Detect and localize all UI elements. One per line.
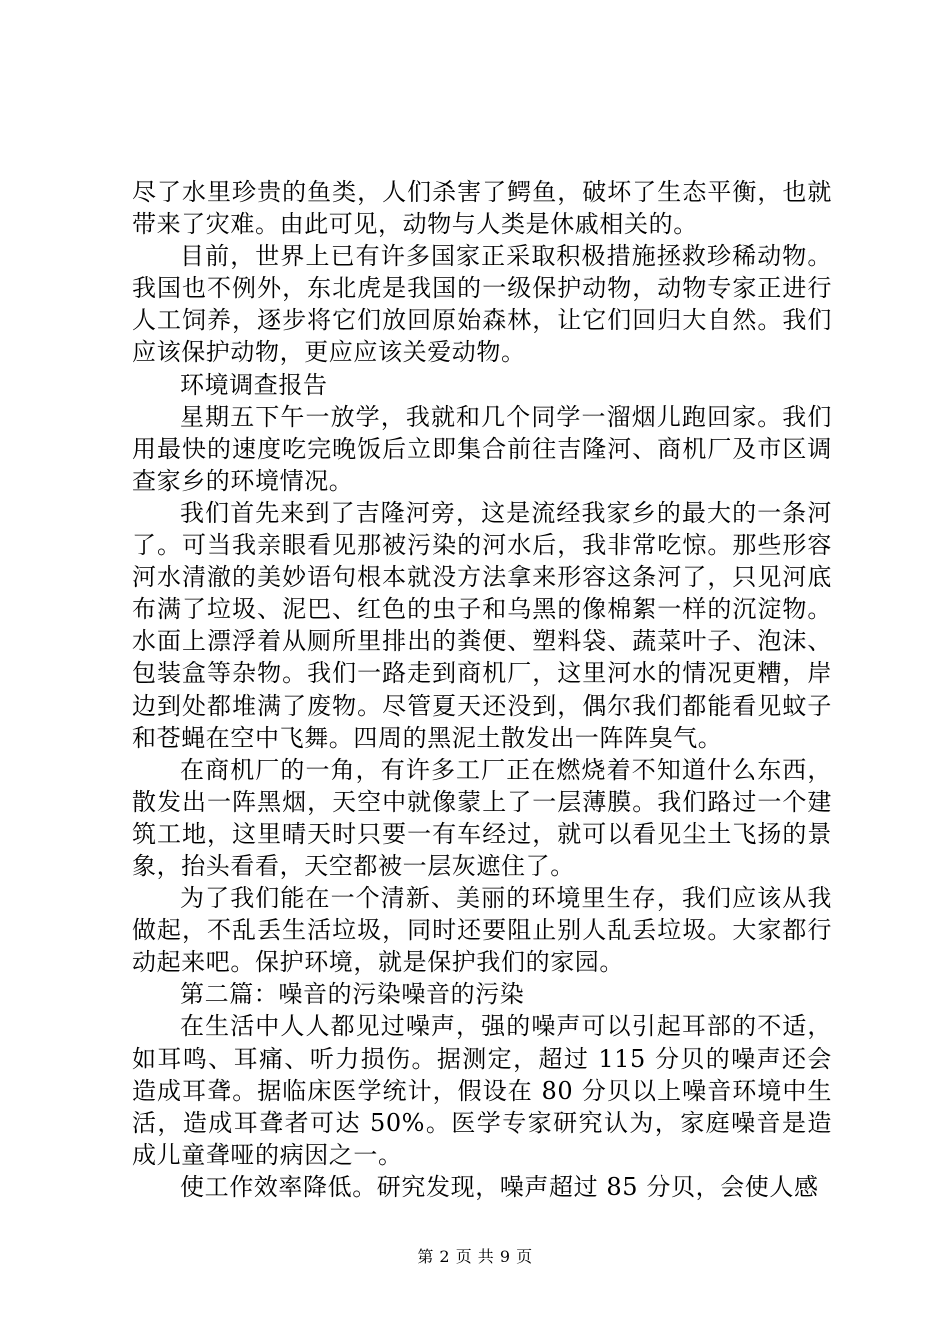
paragraph: 在生活中人人都见过噪声，强的噪声可以引起耳部的不适，如耳鸣、耳痛、听力损伤。据测定，超过 115 分贝的噪声还会造成耳聋。据临床医学统计，假设在 80 分贝以上噪音环境中生活，造成耳聋者可达 50%。医学专家研究认为，家庭噪音是造成儿童聋哑的病因之一。 <box>132 1012 832 1169</box>
paragraph: 星期五下午一放学，我就和几个同学一溜烟儿跑回家。我们用最快的速度吃完晚饭后立即集合前往吉隆河、商机厂及市区调查家乡的环境情况。 <box>132 402 832 495</box>
document-body <box>132 176 832 1203</box>
paragraph: 在商机厂的一角，有许多工厂正在燃烧着不知道什么东西，散发出一阵黑烟，天空中就像蒙上了一层薄膜。我们路过一个建筑工地，这里晴天时只要一有车经过，就可以看见尘土飞扬的景象，抬头看看，天空都被一层灰遮住了。 <box>132 755 832 880</box>
paragraph: 我们首先来到了吉隆河旁，这是流经我家乡的最大的一条河了。可当我亲眼看见那被污染的河水后，我非常吃惊。那些形容河水清澈的美妙语句根本就没方法拿来形容这条河了，只见河底布满了垃圾、泥巴、红色的虫子和乌黑的像棉絮一样的沉淀物。水面上漂浮着从厕所里排出的粪便、塑料袋、蔬菜叶子、泡沫、包装盒等杂物。我们一路走到商机厂，这里河水的情况更糟，岸边到处都堆满了废物。尽管夏天还没到，偶尔我们都能看见蚊子和苍蝇在空中飞舞。四周的黑泥土散发出一阵阵臭气。 <box>132 498 832 752</box>
paragraph: 使工作效率降低。研究发现，噪声超过 85 分贝，会使人感 <box>180 1172 819 1201</box>
paragraph: 目前，世界上已有许多国家正采取积极措施拯救珍稀动物。我国也不例外，东北虎是我国的一级保护动物，动物专家正进行人工饲养，逐步将它们放回原始森林，让它们回归大自然。我们应该保护动物，更应应该关爱动物。 <box>132 242 832 367</box>
section-heading: 第二篇：噪音的污染噪音的污染 <box>180 980 525 1009</box>
paragraph: 为了我们能在一个清新、美丽的环境里生存，我们应该从我做起，不乱丢生活垃圾，同时还要阻止别人乱丢垃圾。大家都行动起来吧。保护环境，就是保护我们的家园。 <box>132 884 832 977</box>
paragraph-continuation: 尽了水里珍贵的鱼类，人们杀害了鳄鱼，破坏了生态平衡，也就带来了灾难。由此可见，动物与人类是休戚相关的。 <box>132 178 832 239</box>
section-heading: 环境调查报告 <box>180 370 328 399</box>
page-footer: 第 2 页 共 9 页 <box>417 1247 533 1266</box>
